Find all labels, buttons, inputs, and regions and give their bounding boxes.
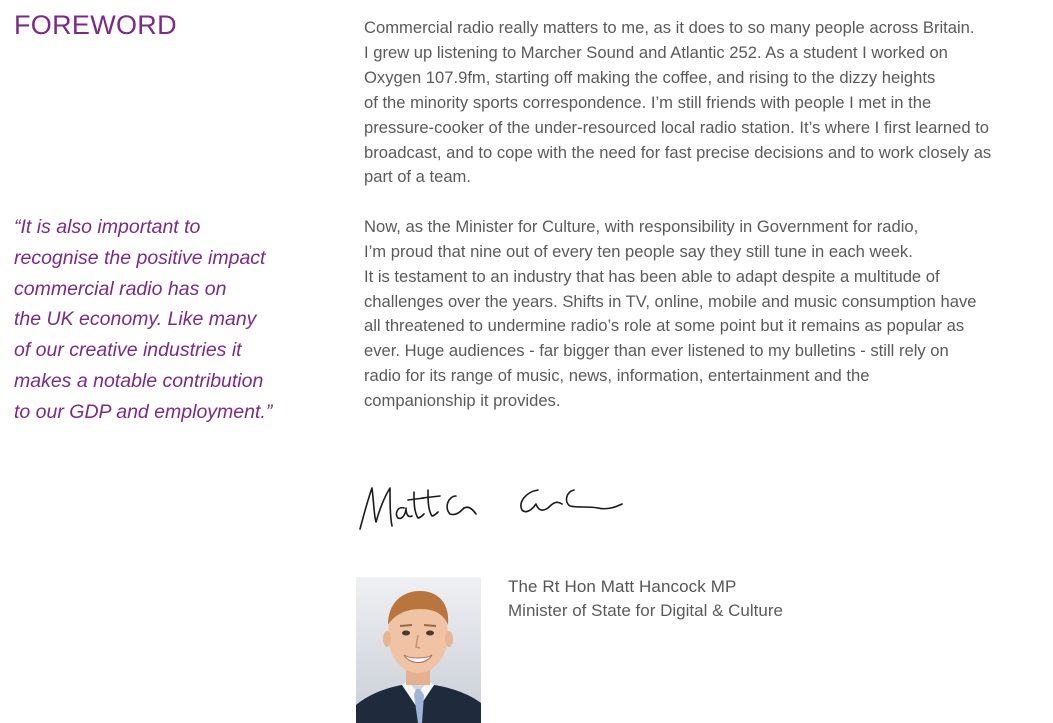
signatory-role: Minister of State for Digital & Culture bbox=[508, 601, 783, 620]
pull-quote bbox=[14, 212, 314, 428]
text-line: Commercial radio really matters to me, as it does to so many people across Britain. bbox=[364, 18, 975, 37]
text-line: challenges over the years. Shifts in TV, online, mobile and music consumption have bbox=[364, 291, 977, 311]
pull-quote-line: the UK economy. Like many bbox=[14, 308, 257, 331]
pull-quote-line: makes a notable contribution bbox=[14, 369, 264, 392]
text-line: ever. Huge audiences - far bigger than ever listened to my bulletins - still rely on bbox=[364, 341, 949, 361]
signatory-name: The Rt Hon Matt Hancock MP bbox=[508, 577, 737, 596]
paragraph-1 bbox=[364, 16, 1049, 190]
text-line: I grew up listening to Marcher Sound and Atlantic 252. As a student I worked on bbox=[364, 42, 948, 62]
text-line: radio for its range of music, news, information, entertainment and the bbox=[364, 366, 870, 386]
text-line: pressure-cooker of the under-resourced local radio station. It’s where I first learned to bbox=[364, 117, 990, 137]
text-line: all threatened to undermine radio’s role at some point but it remains as popular as bbox=[364, 316, 965, 336]
page-title: FOREWORD bbox=[14, 10, 177, 40]
text-line: companionship it provides. bbox=[364, 391, 561, 411]
text-line: Now, as the Minister for Culture, with responsibility in Government for radio, bbox=[364, 216, 919, 236]
signature bbox=[352, 474, 652, 540]
text-line: broadcast, and to cope with the need for fast precise decisions and to work closely as bbox=[364, 142, 992, 162]
pull-quote-line: commercial radio has on bbox=[14, 277, 227, 300]
text-line: Oxygen 107.9fm, starting off making the coffee, and rising to the dizzy heights bbox=[364, 67, 936, 87]
signatory-block bbox=[508, 575, 783, 623]
foreword-body bbox=[364, 16, 1049, 439]
pull-quote-line: to our GDP and employment.” bbox=[14, 400, 273, 423]
portrait-image bbox=[356, 577, 481, 723]
paragraph-2 bbox=[364, 215, 1049, 414]
portrait-photo bbox=[356, 577, 481, 723]
pull-quote-line: recognise the positive impact bbox=[14, 246, 266, 269]
text-line: of the minority sports correspondence. I’m still friends with people I met in the bbox=[364, 92, 932, 112]
text-line: It is testament to an industry that has been able to adapt despite a multitude of bbox=[364, 266, 940, 286]
pull-quote-line: “It is also important to bbox=[14, 216, 201, 238]
pull-quote-line: of our creative industries it bbox=[14, 339, 242, 362]
text-line: I’m proud that nine out of every ten people say they still tune in each week. bbox=[364, 241, 913, 261]
text-line: part of a team. bbox=[364, 167, 471, 187]
